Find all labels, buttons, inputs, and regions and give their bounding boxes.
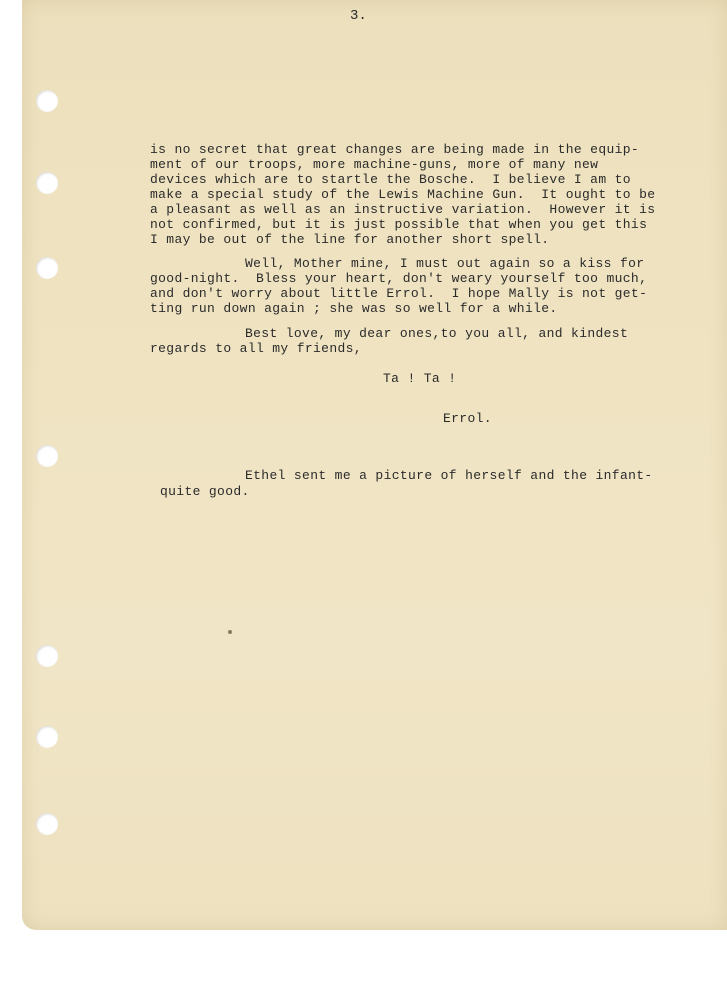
punch-hole <box>36 445 58 467</box>
text-line: and don't worry about little Errol. I hope Mally is not get- <box>150 286 648 301</box>
text-line: Ethel sent me a picture of herself and the infant- <box>245 468 653 483</box>
paper-speck <box>228 630 232 634</box>
closing: Ta ! Ta ! <box>383 371 457 386</box>
punch-hole <box>36 813 58 835</box>
text-line: Best love, my dear ones,to you all, and kindest <box>245 326 629 341</box>
text-line: regards to all my friends, <box>150 341 362 356</box>
text-line: is no secret that great changes are being made in the equip- <box>150 142 640 157</box>
punch-hole <box>36 645 58 667</box>
signature: Errol. <box>443 411 492 426</box>
punch-hole <box>36 90 58 112</box>
text-line: ment of our troops, more machine-guns, more of many new <box>150 157 599 172</box>
punch-hole <box>36 172 58 194</box>
text-line: good-night. Bless your heart, don't weary yourself too much, <box>150 271 648 286</box>
text-line: quite good. <box>160 484 250 499</box>
page-number: 3. <box>350 8 367 24</box>
text-line: a pleasant as well as an instructive variation. However it is <box>150 202 656 217</box>
text-line: ting run down again ; she was so well for a while. <box>150 301 558 316</box>
punch-hole <box>36 726 58 748</box>
text-line: make a special study of the Lewis Machine Gun. It ought to be <box>150 187 656 202</box>
text-line: not confirmed, but it is just possible that when you get this <box>150 217 648 232</box>
text-line: I may be out of the line for another short spell. <box>150 232 550 247</box>
paper-page <box>22 0 727 930</box>
text-line: devices which are to startle the Bosche. I believe I am to <box>150 172 631 187</box>
punch-hole <box>36 257 58 279</box>
text-line: Well, Mother mine, I must out again so a kiss for <box>245 256 645 271</box>
